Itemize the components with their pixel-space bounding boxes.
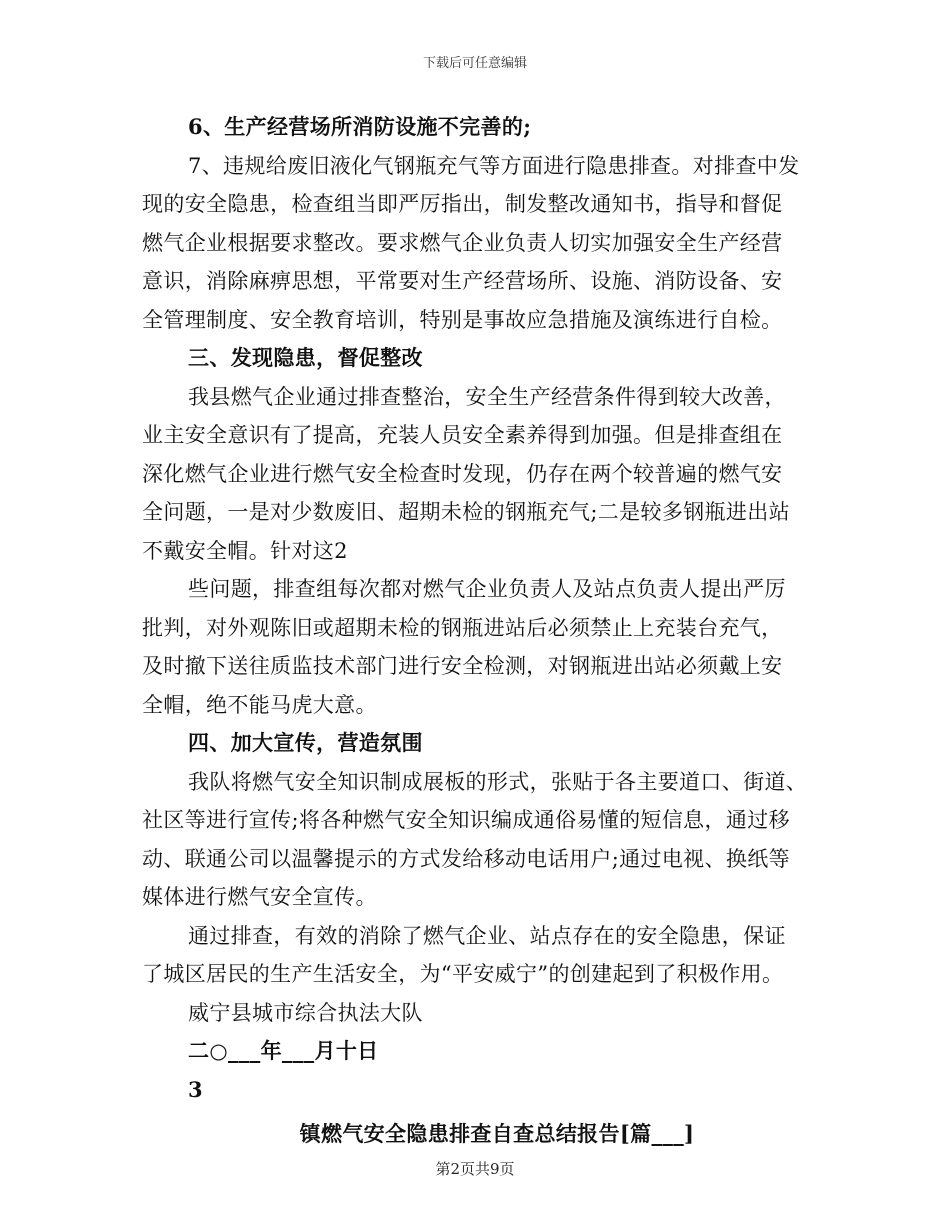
- paragraph-line: 些问题，排查组每次都对燃气企业负责人及站点负责人提出严厉: [188, 577, 786, 601]
- list-item-7: 7、违规给废旧液化气钢瓶充气等方面进行隐患排查。对排查中发: [188, 153, 800, 178]
- paragraph-line: 动、联通公司以温馨提示的方式发给移动电话用户;通过电视、换纸等: [142, 846, 790, 871]
- section-heading-4: 四、加大宣传，营造氛围: [188, 730, 423, 755]
- page-number-inline: 3: [188, 1076, 203, 1102]
- page-footer: 第2页共9页: [435, 1160, 515, 1178]
- paragraph-line: 全管理制度、安全教育培训，特别是事故应急措施及演练进行自检。: [142, 307, 783, 332]
- paragraph-line: 社区等进行宣传;将各种燃气安全知识编成通俗易懂的短信息，通过移: [142, 808, 790, 832]
- paragraph-line: 批判，对外观陈旧或超期未检的钢瓶进站后必须禁止上充装台充气，: [142, 615, 783, 640]
- paragraph-line: 不戴安全帽。针对这2: [142, 538, 348, 563]
- paragraph-line: 意识，消除麻痹思想，平常要对生产经营场所、设施、消防设备、安: [142, 269, 783, 293]
- paragraph-line: 燃气企业根据要求整改。要求燃气企业负责人切实加强安全生产经营: [142, 230, 783, 255]
- paragraph-line: 我县燃气企业通过排查整治，安全生产经营条件得到较大改善，: [188, 384, 786, 409]
- signature-date: 二○___年___月十日: [188, 1038, 379, 1063]
- paragraph-line: 及时撤下送往质监技术部门进行安全检测，对钢瓶进出站必须戴上安: [142, 654, 783, 678]
- paragraph-line: 业主安全意识有了提高，充装人员安全素养得到加强。但是排查组在: [142, 423, 783, 447]
- document-body: [142, 108, 812, 1154]
- paragraph-line: 媒体进行燃气安全宣传。: [142, 885, 377, 909]
- paragraph-line: 深化燃气企业进行燃气安全检查时发现，仍存在两个较普遍的燃气安: [142, 461, 783, 486]
- paragraph-line: 了城区居民的生产生活安全，为“平安威宁”的创建起到了积极作用。: [142, 962, 784, 986]
- next-document-title: 镇燃气安全隐患排查自查总结报告[篇___]: [299, 1121, 695, 1146]
- paragraph-line: 现的安全隐患，检查组当即严厉指出，制发整改通知书，指导和督促: [142, 192, 783, 216]
- signature-org: 威宁县城市综合执法大队: [188, 1000, 423, 1025]
- list-item-6: 6、生产经营场所消防设施不完善的;: [188, 114, 532, 139]
- page-header-note: 下载后可任意编辑: [422, 56, 527, 71]
- section-heading-3: 三、发现隐患，督促整改: [188, 345, 423, 370]
- paragraph-line: 全问题，一是对少数废旧、超期未检的钢瓶充气;二是较多钢瓶进出站: [142, 500, 790, 524]
- paragraph-line: 我队将燃气安全知识制成展板的形式，张贴于各主要道口、街道、: [188, 769, 808, 794]
- paragraph-line: 全帽，绝不能马虎大意。: [142, 692, 377, 717]
- paragraph-line: 通过排查，有效的消除了燃气企业、站点存在的安全隐患，保证: [188, 923, 786, 948]
